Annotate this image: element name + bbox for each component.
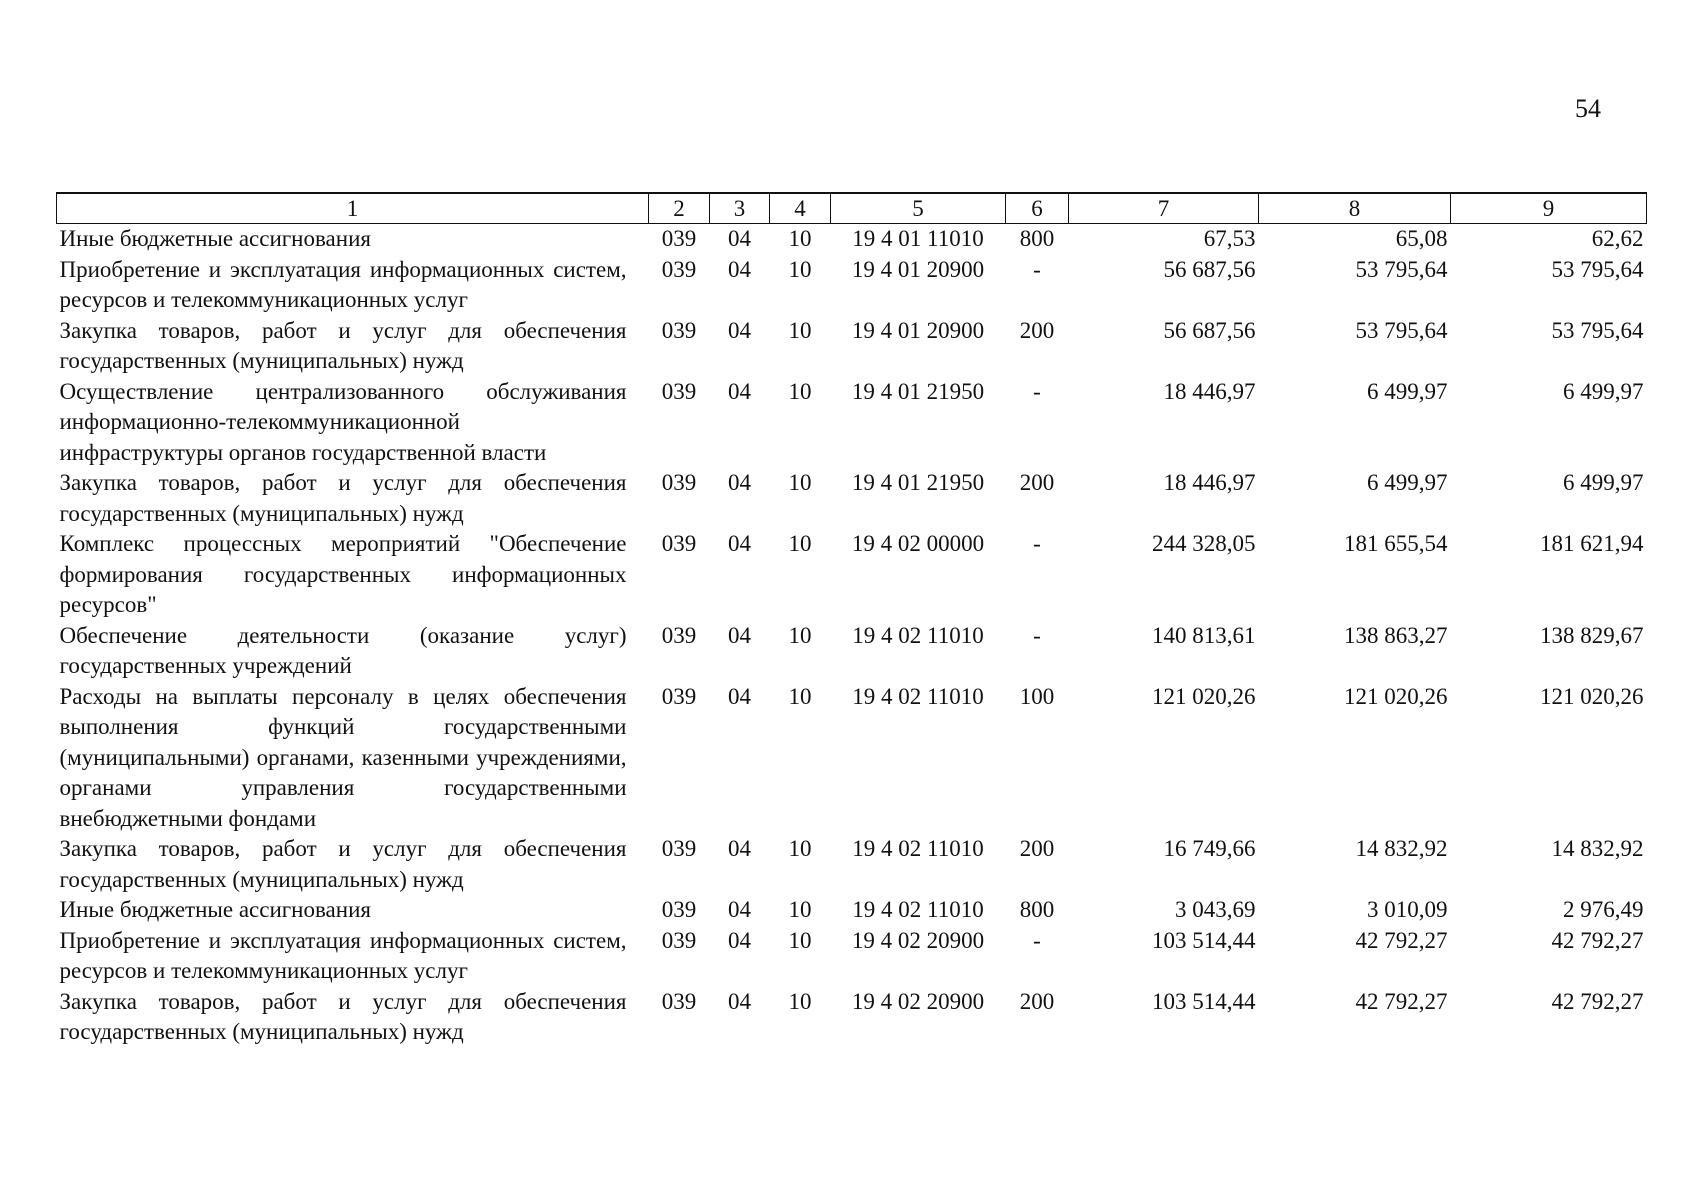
row-amount-col-7: 103 514,44 — [1152, 988, 1256, 1014]
row-subsection-code: 10 — [788, 378, 812, 404]
row-grbs-code: 039 — [661, 897, 697, 922]
row-amount-col-7: 18 446,97 — [1163, 470, 1256, 495]
header-col-1: 1 — [57, 193, 649, 224]
row-amount-col-8: 6 499,97 — [1367, 378, 1448, 404]
row-section-code: 04 — [728, 317, 751, 343]
row-grbs-code: 039 — [661, 317, 697, 343]
row-amount-col-7: 121 020,26 — [1152, 683, 1256, 709]
row-amount-col-9: 6 499,97 — [1563, 470, 1644, 495]
header-col-4: 4 — [770, 193, 831, 224]
row-subsection-code: 10 — [788, 470, 812, 495]
row-amount-col-8: 53 795,64 — [1355, 256, 1448, 282]
row-target-article-code: 19 4 02 11010 — [852, 683, 984, 709]
row-subsection-code: 10 — [788, 317, 812, 343]
row-amount-col-9: 53 795,64 — [1551, 256, 1644, 282]
row-expense-type-code: - — [1033, 256, 1041, 282]
row-target-article-code: 19 4 01 21950 — [851, 470, 985, 495]
row-subsection-code: 10 — [788, 531, 812, 556]
row-amount-col-7: 18 446,97 — [1163, 378, 1256, 404]
row-expense-type-code: - — [1033, 531, 1041, 556]
row-subsection-code: 10 — [788, 988, 812, 1014]
table-row — [57, 529, 1647, 621]
row-target-article-code: 19 4 02 20900 — [851, 988, 985, 1014]
header-col-2: 2 — [649, 193, 710, 224]
row-subsection-code: 10 — [788, 897, 812, 922]
row-section-code: 04 — [728, 683, 751, 709]
row-amount-col-7: 56 687,56 — [1163, 317, 1256, 343]
row-target-article-code: 19 4 01 21950 — [851, 378, 985, 404]
row-name: Комплекс процессных мероприятий "Обеспечение формирования государственных информационных ресурсов" — [59, 531, 627, 617]
table-row — [57, 224, 1647, 255]
budget-table — [56, 192, 1647, 1048]
row-name: Закупка товаров, работ и услуг для обеспечения государственных (муниципальных) нужд — [59, 836, 627, 892]
row-subsection-code: 10 — [788, 622, 812, 648]
header-row — [57, 193, 1647, 224]
row-target-article-code: 19 4 02 11010 — [852, 836, 984, 861]
row-amount-col-7: 103 514,44 — [1152, 927, 1256, 953]
row-expense-type-code: 200 — [1019, 836, 1055, 861]
row-amount-col-7: 244 328,05 — [1152, 531, 1256, 556]
row-grbs-code: 039 — [661, 531, 697, 556]
row-name: Приобретение и эксплуатация информационных систем, ресурсов и телекоммуникационных услуг — [59, 927, 627, 983]
row-subsection-code: 10 — [788, 927, 812, 953]
row-amount-col-9: 62,62 — [1591, 226, 1644, 251]
row-target-article-code: 19 4 02 11010 — [852, 897, 984, 922]
row-section-code: 04 — [728, 470, 751, 495]
row-expense-type-code: 200 — [1019, 988, 1055, 1014]
row-name: Закупка товаров, работ и услуг для обеспечения государственных (муниципальных) нужд — [59, 988, 627, 1044]
row-amount-col-7: 3 043,69 — [1175, 897, 1256, 922]
table-row — [57, 834, 1647, 895]
row-grbs-code: 039 — [661, 378, 697, 404]
table-row — [57, 987, 1647, 1048]
row-grbs-code: 039 — [661, 256, 697, 282]
row-target-article-code: 19 4 02 20900 — [851, 927, 985, 953]
table-body — [57, 224, 1647, 1048]
row-name: Осуществление централизованного обслуживания информационно-телекоммуникационной инфраструктуры органов государственной власти — [59, 378, 627, 465]
table-row — [57, 468, 1647, 529]
row-amount-col-8: 42 792,27 — [1355, 927, 1448, 953]
header-col-5: 5 — [831, 193, 1006, 224]
row-expense-type-code: 800 — [1019, 226, 1055, 251]
row-amount-col-8: 42 792,27 — [1355, 988, 1448, 1014]
row-name: Расходы на выплаты персоналу в целях обеспечения выполнения функций государственными (муниципальными) органами, казенными учреждениями, органами управления государственными внебюджетными фондами — [59, 683, 627, 831]
row-name: Приобретение и эксплуатация информационных систем, ресурсов и телекоммуникационных услуг — [59, 256, 627, 312]
row-name: Иные бюджетные ассигнования — [59, 897, 371, 922]
row-name: Закупка товаров, работ и услуг для обеспечения государственных (муниципальных) нужд — [59, 470, 627, 526]
table-row — [57, 682, 1647, 835]
row-section-code: 04 — [728, 256, 751, 282]
row-grbs-code: 039 — [661, 836, 697, 861]
row-amount-col-8: 3 010,09 — [1367, 897, 1448, 922]
row-amount-col-9: 2 976,49 — [1563, 897, 1644, 922]
row-grbs-code: 039 — [661, 927, 697, 953]
row-section-code: 04 — [728, 531, 751, 556]
table-row — [57, 377, 1647, 469]
row-subsection-code: 10 — [788, 836, 812, 861]
row-amount-col-9: 53 795,64 — [1551, 317, 1644, 343]
row-amount-col-8: 138 863,27 — [1344, 622, 1448, 648]
row-subsection-code: 10 — [788, 226, 812, 251]
table-row — [57, 255, 1647, 316]
table-row — [57, 621, 1647, 682]
row-section-code: 04 — [728, 927, 751, 953]
row-name: Обеспечение деятельности (оказание услуг) государственных учреждений — [59, 622, 627, 678]
row-expense-type-code: - — [1033, 622, 1041, 648]
table-row — [57, 895, 1647, 926]
row-amount-col-8: 65,08 — [1395, 226, 1448, 251]
header-col-6: 6 — [1006, 193, 1069, 224]
row-target-article-code: 19 4 02 11010 — [852, 622, 984, 648]
row-subsection-code: 10 — [788, 683, 812, 709]
row-grbs-code: 039 — [661, 226, 697, 251]
row-section-code: 04 — [728, 988, 751, 1014]
header-col-7: 7 — [1069, 193, 1259, 224]
row-section-code: 04 — [728, 378, 751, 404]
row-amount-col-8: 6 499,97 — [1367, 470, 1448, 495]
table-row — [57, 926, 1647, 987]
row-target-article-code: 19 4 02 00000 — [851, 531, 985, 556]
table-row — [57, 316, 1647, 377]
row-section-code: 04 — [728, 226, 751, 251]
row-section-code: 04 — [728, 836, 751, 861]
row-target-article-code: 19 4 01 11010 — [852, 226, 984, 251]
row-expense-type-code: 200 — [1019, 470, 1055, 495]
row-grbs-code: 039 — [661, 622, 697, 648]
row-name: Закупка товаров, работ и услуг для обеспечения государственных (муниципальных) нужд — [59, 317, 627, 373]
header-col-3: 3 — [710, 193, 770, 224]
row-amount-col-8: 181 655,54 — [1344, 531, 1448, 556]
row-amount-col-9: 6 499,97 — [1563, 378, 1644, 404]
row-amount-col-8: 53 795,64 — [1355, 317, 1448, 343]
row-subsection-code: 10 — [788, 256, 812, 282]
row-target-article-code: 19 4 01 20900 — [851, 256, 985, 282]
row-amount-col-7: 140 813,61 — [1152, 622, 1256, 648]
row-grbs-code: 039 — [661, 683, 697, 709]
header-col-8: 8 — [1259, 193, 1451, 224]
row-amount-col-9: 42 792,27 — [1551, 927, 1644, 953]
row-expense-type-code: - — [1033, 378, 1041, 404]
row-target-article-code: 19 4 01 20900 — [851, 317, 985, 343]
row-amount-col-8: 121 020,26 — [1344, 683, 1448, 709]
row-section-code: 04 — [728, 897, 751, 922]
page-number: 54 — [1575, 94, 1601, 123]
row-amount-col-9: 42 792,27 — [1551, 988, 1644, 1014]
table-header — [57, 193, 1647, 224]
row-expense-type-code: 800 — [1019, 897, 1055, 922]
row-grbs-code: 039 — [661, 988, 697, 1014]
row-section-code: 04 — [728, 622, 751, 648]
row-expense-type-code: 200 — [1019, 317, 1055, 343]
row-amount-col-9: 14 832,92 — [1551, 836, 1644, 861]
row-name: Иные бюджетные ассигнования — [59, 226, 371, 251]
row-grbs-code: 039 — [661, 470, 697, 495]
row-amount-col-7: 67,53 — [1203, 226, 1256, 251]
row-amount-col-9: 138 829,67 — [1540, 622, 1644, 648]
row-amount-col-8: 14 832,92 — [1355, 836, 1448, 861]
header-col-9: 9 — [1451, 193, 1647, 224]
row-expense-type-code: 100 — [1019, 683, 1055, 709]
row-amount-col-9: 121 020,26 — [1540, 683, 1644, 709]
row-amount-col-7: 56 687,56 — [1163, 256, 1256, 282]
row-amount-col-7: 16 749,66 — [1163, 836, 1256, 861]
row-expense-type-code: - — [1033, 927, 1041, 953]
row-amount-col-9: 181 621,94 — [1540, 531, 1644, 556]
